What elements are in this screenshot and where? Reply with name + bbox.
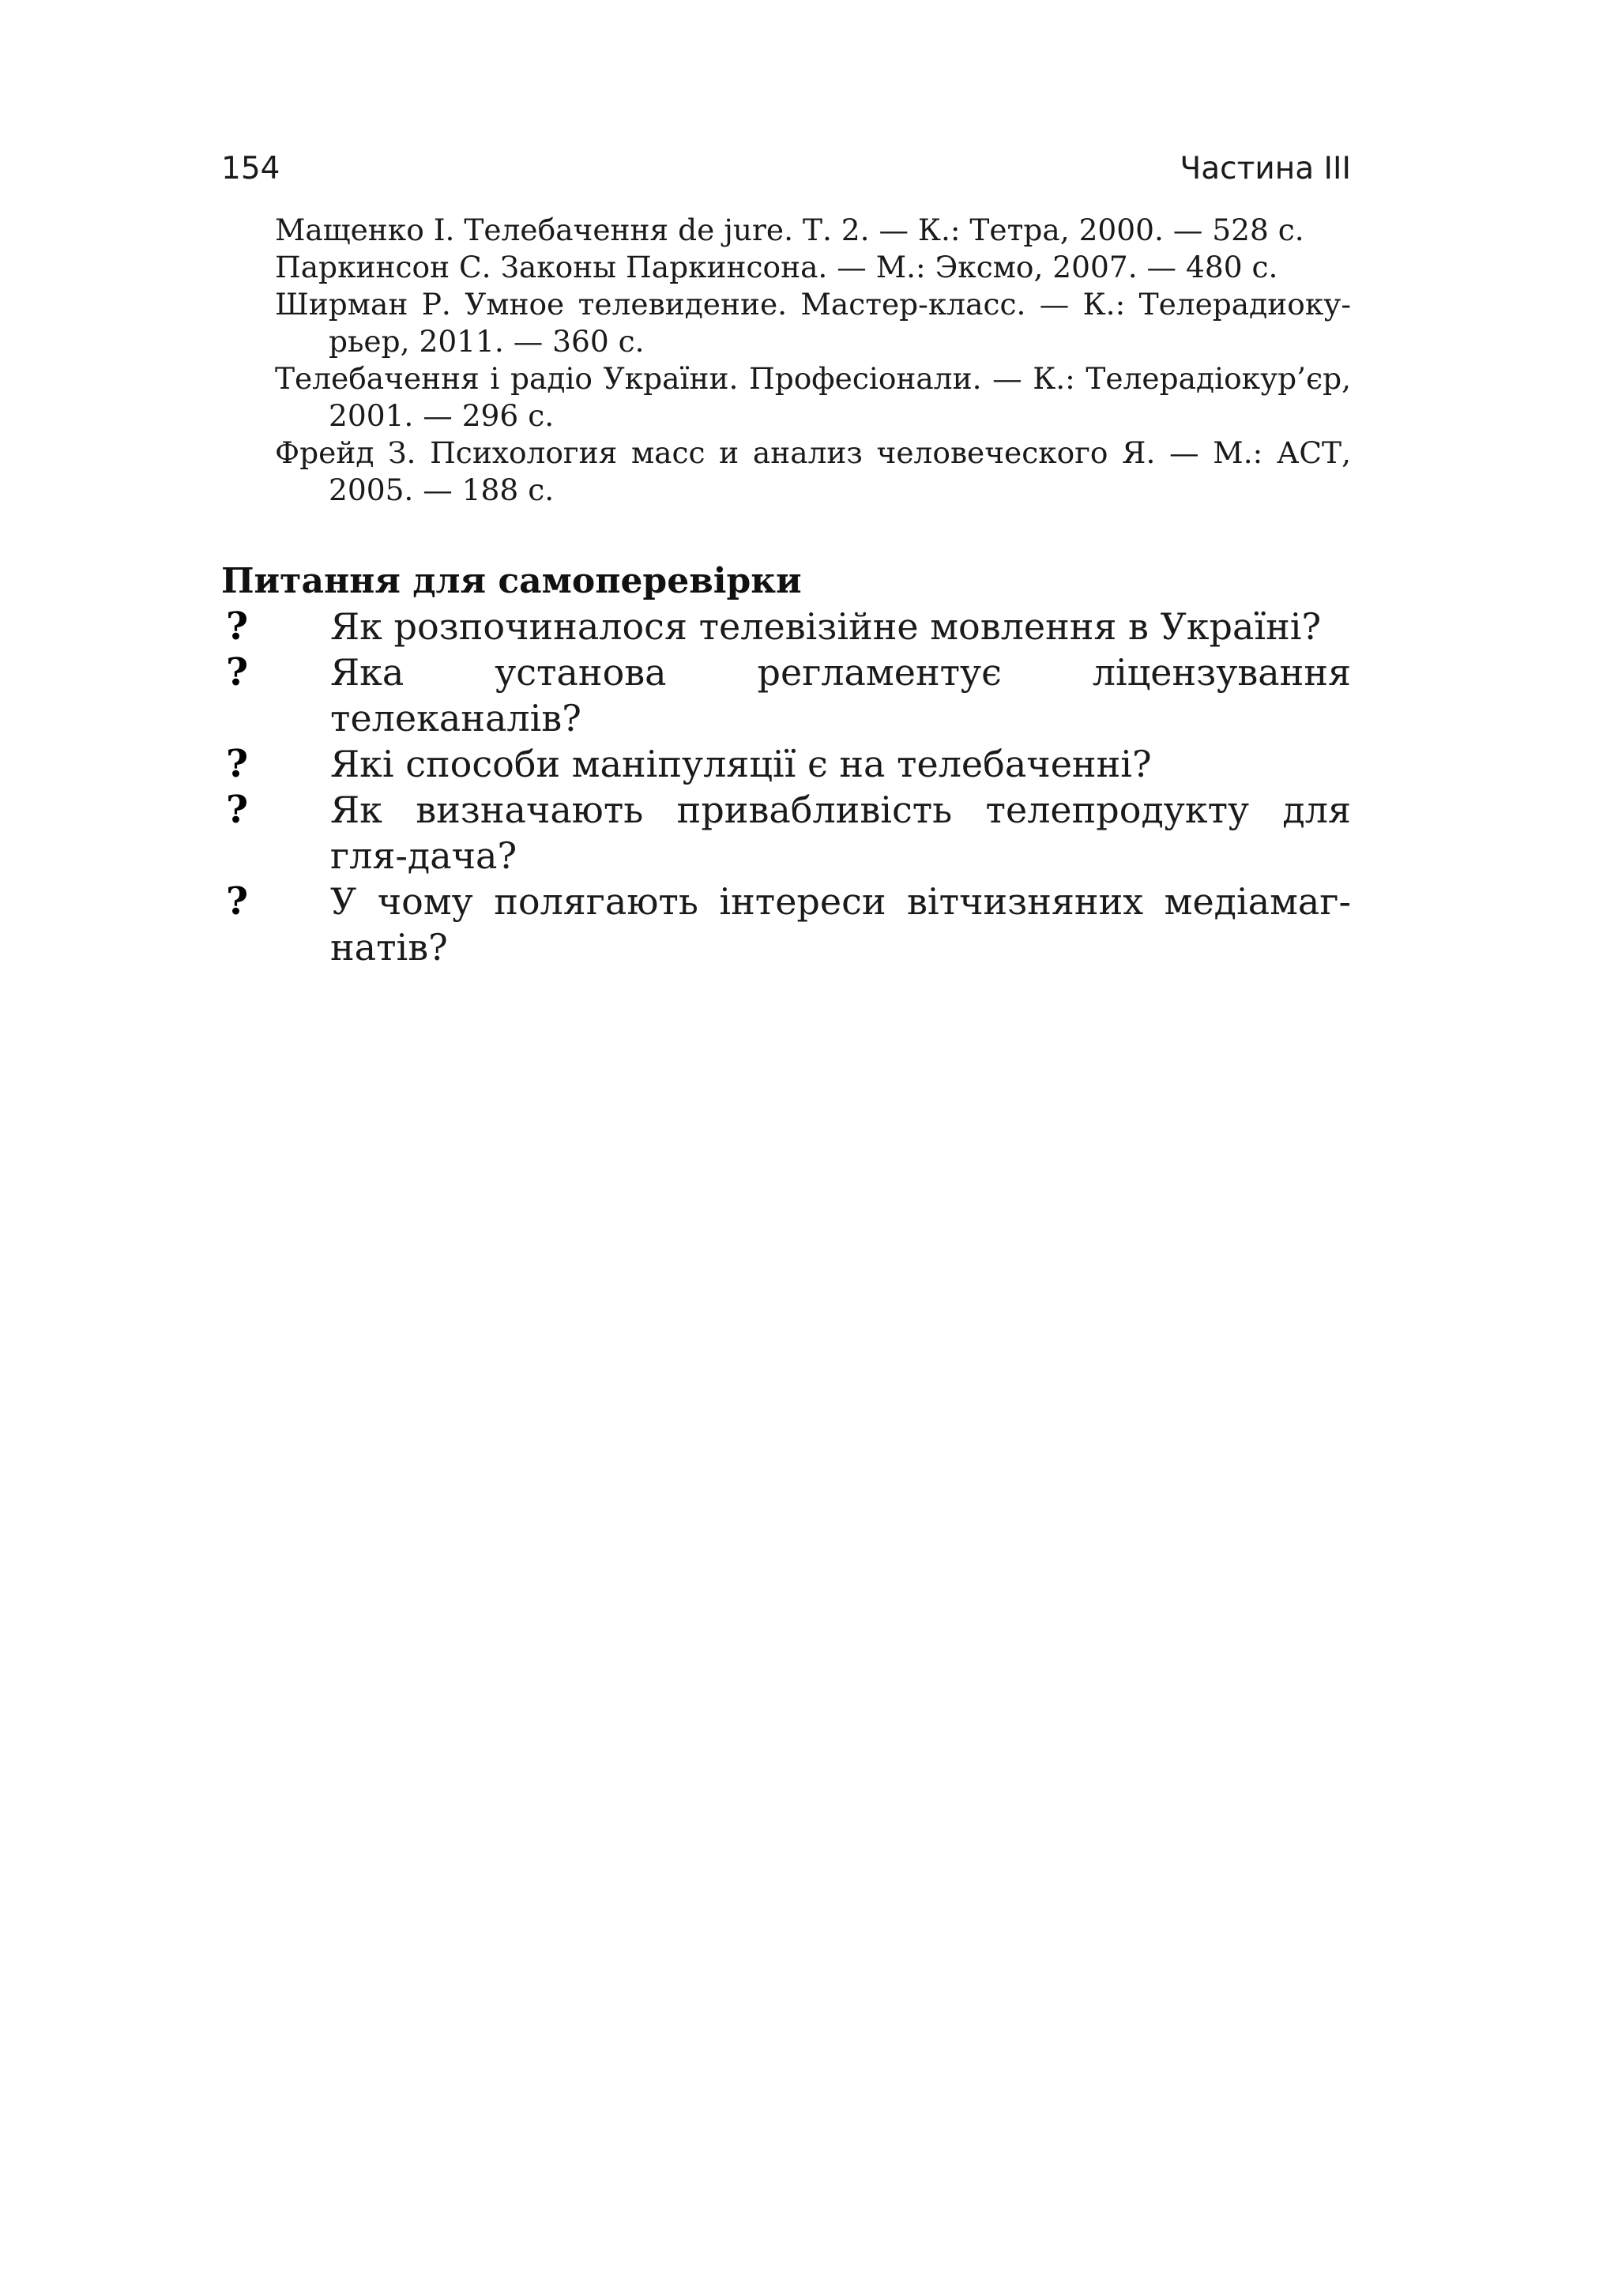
question-text: Як розпочиналося телевізійне мовлення в Україні? xyxy=(330,605,1322,648)
question-item xyxy=(221,604,1351,649)
section-title: Частина III xyxy=(1180,151,1351,186)
reference-item: Фрейд З. Психология масс и анализ человеческого Я. — М.: АСТ, 2005. — 188 с. xyxy=(275,435,1351,507)
reference-item: Ширман Р. Умное телевидение. Мастер-класс. — К.: Телерадиоку-рьер, 2011. — 360 с. xyxy=(275,287,1351,359)
question-text: Як визначають привабливість телепродукту для гля-дача? xyxy=(330,789,1351,877)
question-text: Яка установа регламентує ліцензування телеканалів? xyxy=(330,651,1351,740)
question-item xyxy=(221,787,1351,879)
page-number: 154 xyxy=(221,151,280,186)
reference-list xyxy=(275,212,1351,509)
question-mark-icon: ? xyxy=(226,788,249,832)
reference-item: Телебачення і радіо України. Професіонали. — К.: Телерадіокур’єр, 2001. — 296 с. xyxy=(275,361,1351,433)
question-mark-icon: ? xyxy=(226,879,249,924)
question-mark-icon: ? xyxy=(226,604,249,649)
question-item xyxy=(221,649,1351,741)
question-mark-icon: ? xyxy=(226,742,249,786)
book-page xyxy=(221,0,1351,2296)
question-list xyxy=(221,604,1351,970)
question-text: Які способи маніпуляції є на телебаченні? xyxy=(330,743,1152,785)
question-item xyxy=(221,741,1351,787)
question-text: У чому полягають інтереси вітчизняних медіамаг-натів? xyxy=(330,880,1351,969)
reference-item: Мащенко І. Телебачення de jure. Т. 2. — К.: Тетра, 2000. — 528 с. xyxy=(275,213,1304,247)
reference-item: Паркинсон С. Законы Паркинсона. — М.: Эксмо, 2007. — 480 с. xyxy=(275,250,1278,284)
running-header xyxy=(221,147,1351,191)
question-mark-icon: ? xyxy=(226,650,249,694)
question-item xyxy=(221,879,1351,970)
questions-heading: Питання для самоперевірки xyxy=(221,561,802,601)
